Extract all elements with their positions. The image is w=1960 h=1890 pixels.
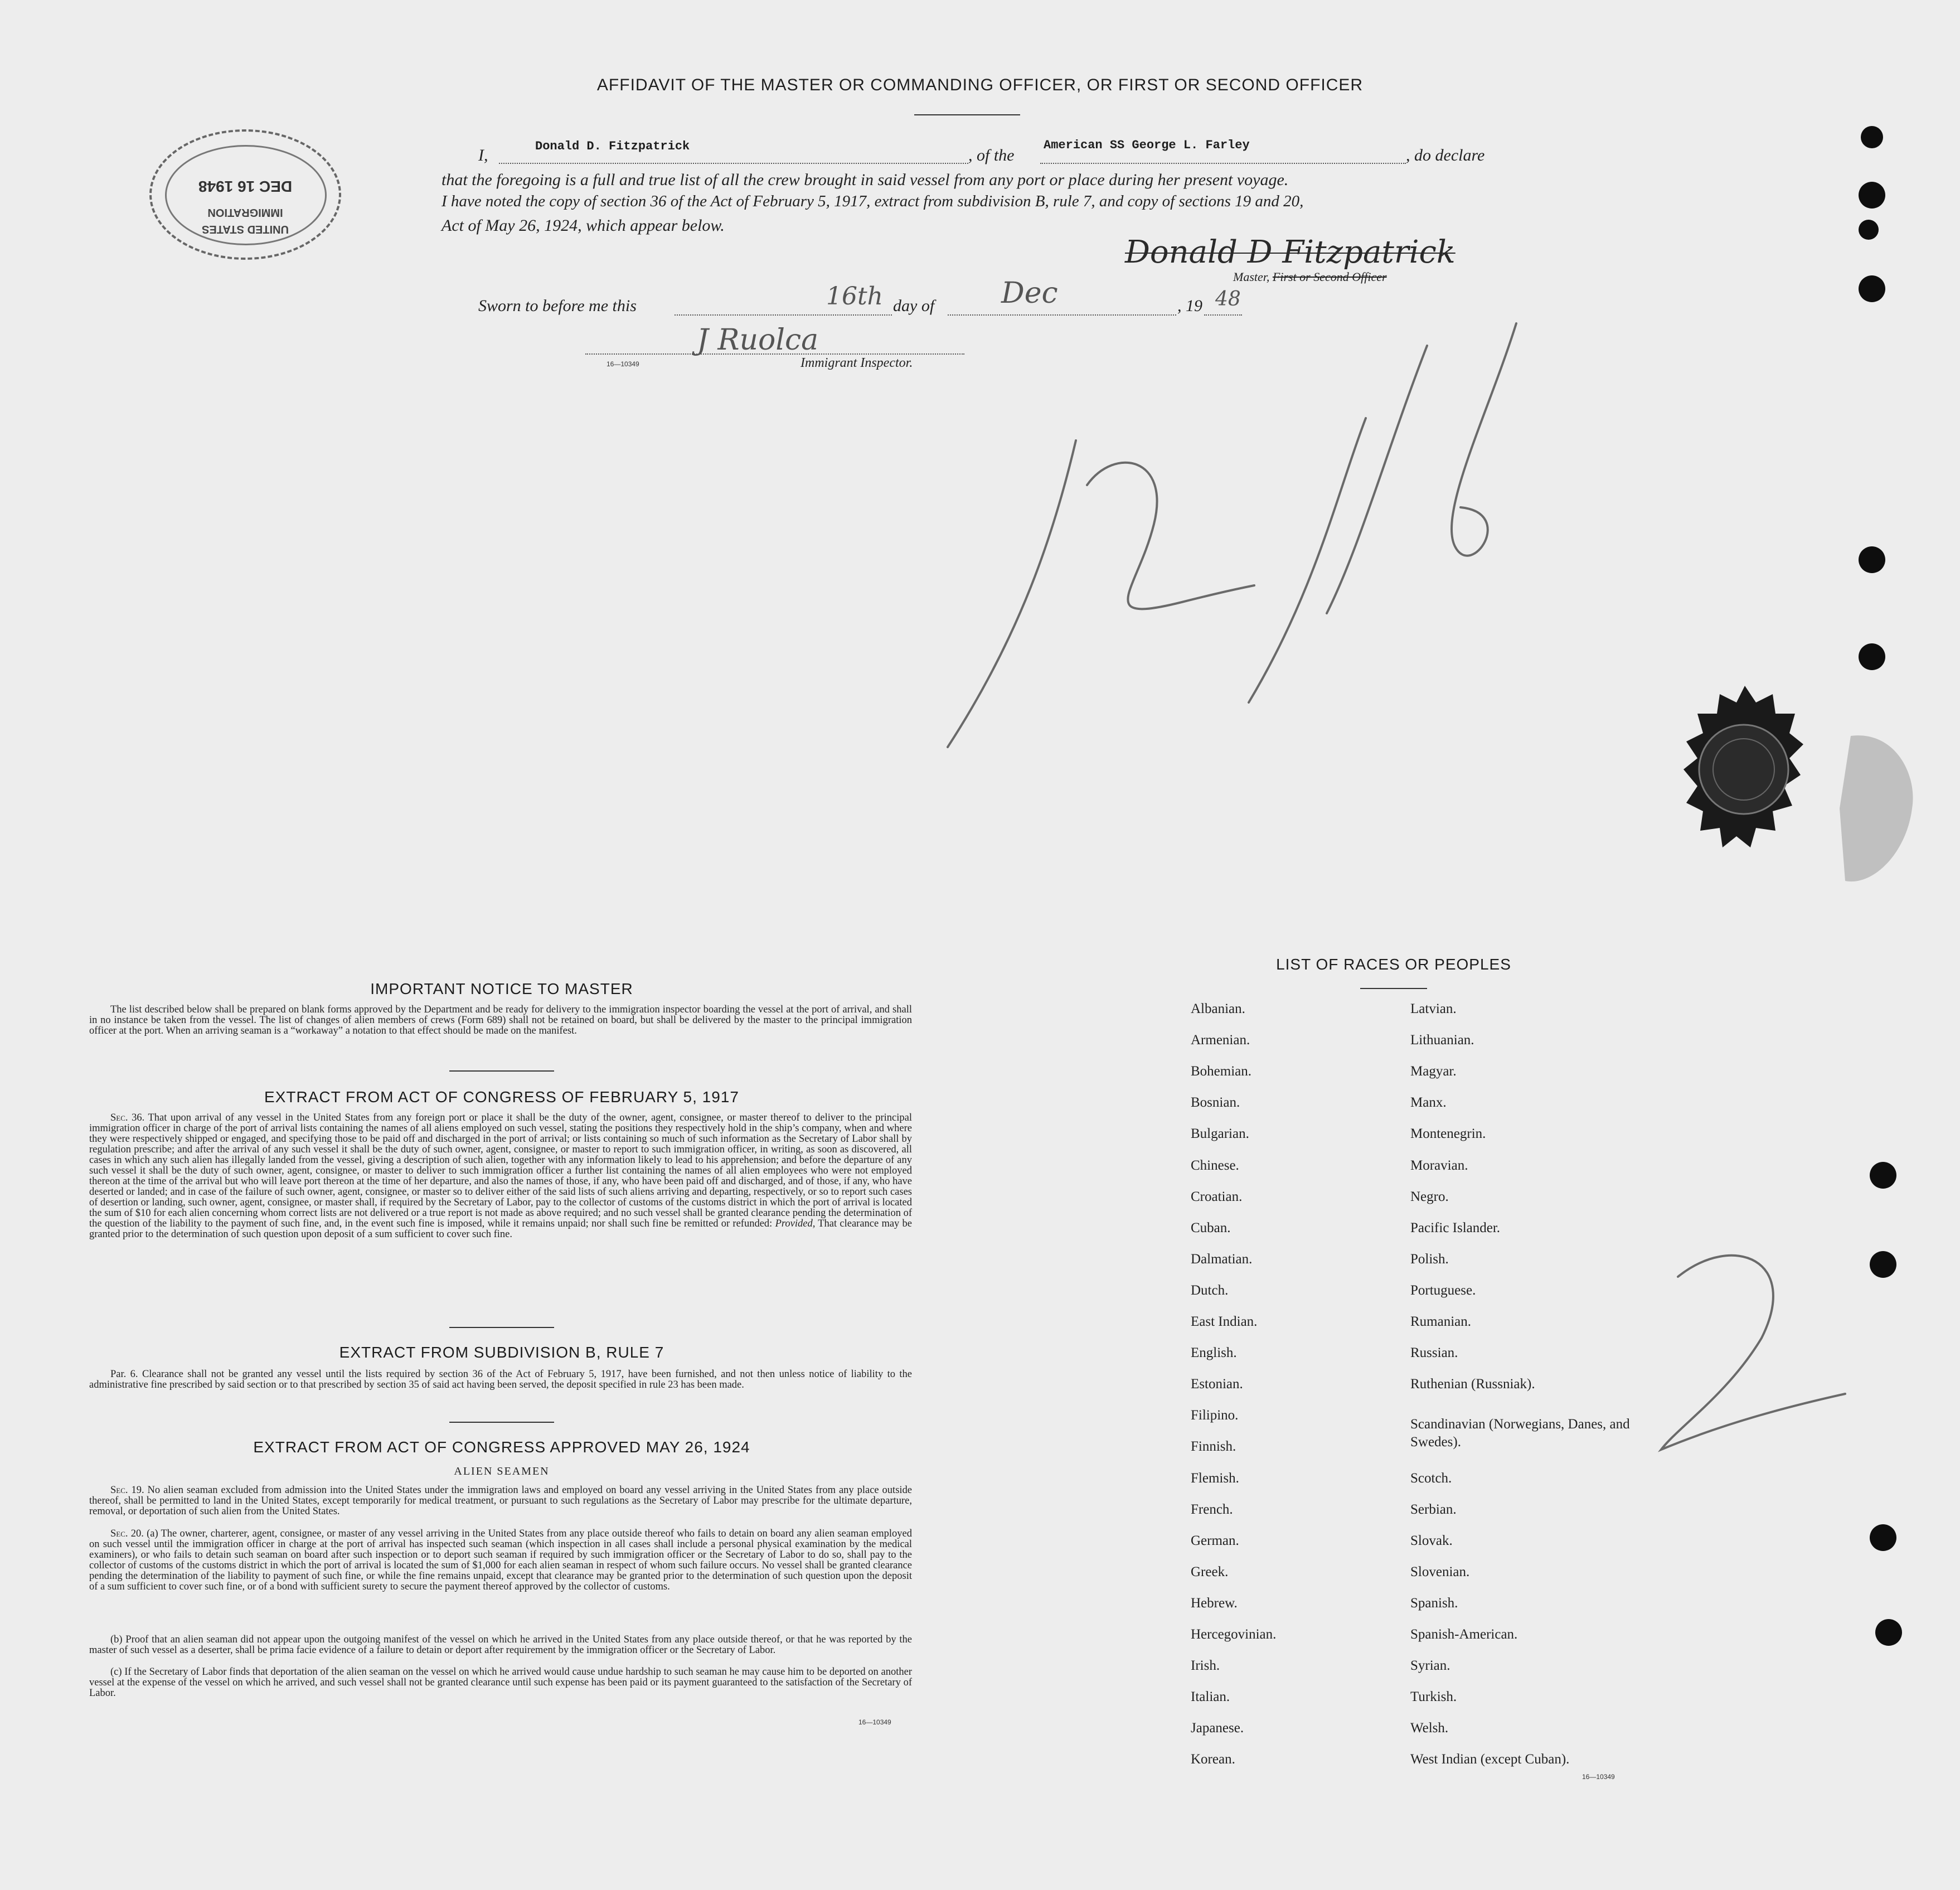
- race-item: Magyar.: [1410, 1064, 1457, 1079]
- extract-1924-heading: EXTRACT FROM ACT OF CONGRESS APPROVED MAY 26, 1924: [253, 1438, 750, 1456]
- race-item: Welsh.: [1410, 1721, 1449, 1736]
- title-rule: [914, 114, 1020, 115]
- race-item: Croatian.: [1191, 1189, 1243, 1204]
- race-item: Russian.: [1410, 1345, 1458, 1360]
- race-item: Cuban.: [1191, 1220, 1231, 1235]
- sec20b-body: (b) Proof that an alien seaman did not appear upon the outgoing manifest of the vessel on which he arrived in the United States from any place outside thereof, or that he was reported by the master of such vessel as a deserter, shall be prima facie evidence of a failure to detain or deport after requirement by the immigration officer or the Secretary of Labor.: [89, 1634, 912, 1656]
- sec20-label: Sec. 20.: [110, 1528, 144, 1539]
- race-item: Hebrew.: [1191, 1596, 1238, 1611]
- stamp-inner-ring: [165, 145, 327, 245]
- alien-seamen-subheading: ALIEN SEAMEN: [454, 1465, 550, 1477]
- race-item: Greek.: [1191, 1564, 1229, 1579]
- rule7-body: Par. 6. Clearance shall not be granted any vessel until the lists required by section 36 of the Act of February 5, 1917, have been furnished, and not then unless notice of liability to the administrative fine prescribed by said section or to that prescribed by section 35 of said act having been served, the deposit specified in rule 23 has been made.: [89, 1369, 912, 1390]
- race-item: Lithuanian.: [1410, 1033, 1474, 1048]
- margin-two-strokes: [1617, 1238, 1851, 1472]
- master-signature: Donald D Fitzpatrick: [1125, 234, 1456, 270]
- race-item: Dutch.: [1191, 1283, 1229, 1298]
- race-item: Filipino.: [1191, 1408, 1239, 1423]
- races-form-number: 16—10349: [1582, 1773, 1615, 1781]
- race-item: Chinese.: [1191, 1158, 1239, 1173]
- race-item: East Indian.: [1191, 1314, 1258, 1329]
- punch-hole: [1870, 1524, 1896, 1551]
- section-rule: [449, 1327, 554, 1328]
- stamp-date: DEC 16 1948: [198, 178, 293, 195]
- sworn-day: 16th: [826, 282, 884, 311]
- declaration-line-4: Act of May 26, 1924, which appear below.: [442, 216, 725, 235]
- proviso-label: Provided,: [775, 1218, 816, 1229]
- day-of-label: day of: [893, 297, 935, 315]
- race-item: Slovenian.: [1410, 1564, 1470, 1579]
- immigration-stamp: [149, 129, 341, 260]
- extract-rule7-text: [89, 1369, 912, 1390]
- race-item: Albanian.: [1191, 1001, 1245, 1016]
- race-item: Polish.: [1410, 1252, 1449, 1267]
- race-item: Portuguese.: [1410, 1283, 1476, 1298]
- race-item: Scandinavian (Norwegians, Danes, and Swedes).: [1410, 1417, 1630, 1450]
- notice-body: The list described below shall be prepared on blank forms approved by the Department and be ready for delivery to the immigration inspector boarding the vessel at the port of arrival, and shall in no instance be taken from the vessel. The list of changes of alien members of crews (Form 689) shall not be retained on board, but shall be delivered by the master to the principal immigration officer at the port. When an arriving seaman is a “workaway” a notation to that effect should be made on the manifest.: [89, 1004, 912, 1036]
- race-item: Pacific Islander.: [1410, 1220, 1501, 1235]
- punch-hole: [1861, 126, 1883, 148]
- race-item: Bulgarian.: [1191, 1126, 1249, 1141]
- race-item: Estonian.: [1191, 1377, 1243, 1392]
- extract-1917-heading: EXTRACT FROM ACT OF CONGRESS OF FEBRUARY 5, 1917: [264, 1088, 739, 1106]
- race-item: Armenian.: [1191, 1033, 1250, 1048]
- year-prefix: , 19: [1177, 297, 1202, 315]
- sworn-prefix: Sworn to before me this: [478, 297, 637, 315]
- race-item: Dalmatian.: [1191, 1252, 1253, 1267]
- race-item: Korean.: [1191, 1752, 1235, 1767]
- declarant-prefix: I,: [478, 146, 488, 164]
- do-declare-label: , do declare: [1406, 146, 1485, 164]
- sec20b-text: [89, 1635, 912, 1656]
- affidavit-title: AFFIDAVIT OF THE MASTER OR COMMANDING OFFICER, OR FIRST OR SECOND OFFICER: [596, 76, 1364, 94]
- race-item: Syrian.: [1410, 1658, 1450, 1673]
- race-item: Flemish.: [1191, 1471, 1239, 1486]
- race-item: Bosnian.: [1191, 1095, 1240, 1110]
- race-item: West Indian (except Cuban).: [1410, 1752, 1570, 1767]
- vessel-name: American SS George L. Farley: [1044, 138, 1250, 152]
- punch-hole: [1859, 275, 1885, 302]
- races-rule: [1360, 988, 1427, 989]
- race-item: Serbian.: [1410, 1502, 1457, 1517]
- declarant-name: Donald D. Fitzpatrick: [535, 139, 690, 153]
- notary-seal: [1684, 680, 1806, 892]
- race-item: Italian.: [1191, 1689, 1230, 1704]
- stamp-line-2: IMMIGRATION: [207, 206, 283, 219]
- race-item: Latvian.: [1410, 1001, 1457, 1016]
- declaration-line-3: I have noted the copy of section 36 of the Act of February 5, 1917, extract from subdivision B, rule 7, and copy of sections 19 and 20,: [442, 192, 1304, 210]
- race-item: Spanish-American.: [1410, 1627, 1518, 1642]
- punch-hole: [1859, 643, 1885, 670]
- race-item: Hercegovinian.: [1191, 1627, 1277, 1642]
- handwritten-number-strokes: [937, 301, 1717, 781]
- race-item: Negro.: [1410, 1189, 1449, 1204]
- sec19-label: Sec. 19.: [110, 1485, 144, 1496]
- of-the-label: , of the: [968, 146, 1015, 164]
- race-item: Japanese.: [1191, 1721, 1244, 1736]
- race-item: English.: [1191, 1345, 1237, 1360]
- year-suffix: 48: [1215, 288, 1241, 311]
- signer-title: [1233, 270, 1387, 284]
- race-item: Scotch.: [1410, 1471, 1452, 1486]
- race-item: Turkish.: [1410, 1689, 1457, 1704]
- proviso-body: That clearance may be granted prior to the determination of such question upon deposit of a sum sufficient to cover such fine.: [89, 1218, 913, 1240]
- race-item: Rumanian.: [1410, 1314, 1472, 1329]
- punch-hole: [1859, 546, 1885, 573]
- race-item: Moravian.: [1410, 1158, 1468, 1173]
- sec20c-text: [89, 1667, 912, 1699]
- inspector-line: [585, 340, 964, 355]
- punch-hole: [1870, 1162, 1896, 1189]
- affidavit-form-number: 16—10349: [607, 360, 639, 368]
- declaration-line-2: that the foregoing is a full and true list of all the crew brought in said vessel from any port or place during her present voyage.: [442, 171, 1289, 189]
- section-rule: [449, 1070, 554, 1072]
- punch-hole: [1859, 182, 1885, 209]
- sec19-text: [89, 1485, 912, 1517]
- race-item: Montenegrin.: [1410, 1126, 1486, 1141]
- punch-hole: [1859, 220, 1879, 240]
- notice-heading: IMPORTANT NOTICE TO MASTER: [370, 980, 633, 997]
- punch-hole: [1875, 1619, 1902, 1646]
- race-item: Bohemian.: [1191, 1064, 1252, 1079]
- race-item: German.: [1191, 1533, 1239, 1548]
- sec36-body: That upon arrival of any vessel in the United States from any foreign port or place it shall be the duty of the owner, agent, consignee, or master thereof to deliver to the principal immigration officer in charge of the port of arrival lists containing the names of all aliens employed on such vessel, stating the positions they respectively hold in the ship’s company, when and where they were respectively shipped or engaged, and specifying those to be paid off and discharged in the port of arrival; or lists containing so much of such information as the Secretary of Labor shall by regulation prescribe; and after the arrival of any such vessel it shall be the duty of such owner, agent, consignee, or master to report to such immigration officer, in writing, as soon as discovered, all cases in which any such alien has illegally landed from the vessel, giving a description of such alien, together with any information likely to lead to his apprehension; and before the departure of any such vessel it shall be the duty of such owner, agent, consignee, or master to deliver to such immigration officer a further list containing the names of all alien employees who were not employed thereon at the time of the arrival but who will leave port thereon at the time of her departure, and also the names of those, if any, who have been paid off and discharged, and of those, if any, who have deserted or landed; and in case of the failure of such owner, agent, consignee, or master so to deliver either of the said lists of such aliens arriving and departing, respectively, or so to report such cases of desertion or landing, such owner, agent, consignee, or master shall, if required by the Secretary of Labor, pay to the collector of customs of the customs district in which the port of arrival is located the sum of $10 for each alien concerning whom correct lists are not delivered or a true report is not made as above required; and no such vessel shall be granted clearance pending the determination of the question of the liability to the payment of such fine, and, in the event such fine is imposed, while it remains unpaid; nor shall such fine be remitted or refunded:: [89, 1112, 913, 1229]
- race-item: Finnish.: [1191, 1439, 1236, 1454]
- signer-title-master: Master,: [1233, 270, 1270, 284]
- extract-form-number: 16—10349: [858, 1718, 891, 1726]
- race-item: Ruthenian (Russniak).: [1410, 1377, 1535, 1392]
- extract-rule7-heading: EXTRACT FROM SUBDIVISION B, RULE 7: [339, 1344, 664, 1361]
- inspector-title: Immigrant Inspector.: [801, 356, 913, 370]
- sworn-month: Dec: [1001, 277, 1058, 310]
- sec20a-text: [89, 1529, 912, 1592]
- sec36-label: Sec. 36.: [110, 1112, 145, 1123]
- race-item: French.: [1191, 1502, 1233, 1517]
- margin-mark: [1661, 1293, 1662, 1294]
- races-heading: LIST OF RACES OR PEOPLES: [1276, 956, 1511, 973]
- punch-hole: [1870, 1251, 1896, 1278]
- race-item: Manx.: [1410, 1095, 1447, 1110]
- sec20c-body: (c) If the Secretary of Labor finds that deportation of the alien seaman on the vessel on which he arrived would cause undue hardship to such seaman he may cause him to be deported on another vessel at the expense of the vessel on which he arrived, and such vessel shall not be granted clearance until such expense has been paid or its payment guaranteed to the satisfaction of the Secretary of Labor.: [89, 1666, 912, 1699]
- race-item: Spanish.: [1410, 1596, 1458, 1611]
- sec19-body: No alien seaman excluded from admission into the United States under the immigration laws and employed on board any vessel arriving in the United States from any place outside thereof, shall be permitted to land in the United States, except temporarily for medical treatment, or pursuant to such regulations as the Secretary of Labor may prescribe for the ultimate departure, removal, or deportation of such alien from the United States.: [89, 1485, 912, 1517]
- notary-seal-impression: [1834, 725, 1918, 892]
- extract-1917-text: [89, 1113, 912, 1240]
- stamp-line-1: UNITED STATES: [202, 223, 289, 235]
- inspector-signature: J Ruolca: [697, 323, 819, 357]
- sec20a-body: (a) The owner, charterer, agent, consignee, or master of any vessel arriving in the United States from any place outside thereof who fails to detain on board any alien seaman employed on such vessel until the immigration officer in charge at the port of arrival has inspected such seaman (which inspection in all cases shall include a personal physical examination by the medical examiners), or who fails to detain such seaman on board after such inspection or to deport such seaman if required by such immigration officer or the Secretary of Labor to do so, shall pay to the collector of customs of the customs district in which the port of arrival is located the sum of $1,000 for each alien seaman in respect of whom such failure occurs. No vessel shall be granted clearance pending the determination of the liability to payment of such fine, or while the fine remains unpaid, except that clearance may be granted prior to the determination of such question upon the deposit of a sum sufficient to cover such fine, or of a bond with sufficient surety to secure the payment thereof approved by the collector of customs.: [89, 1528, 913, 1592]
- race-item: Irish.: [1191, 1658, 1220, 1673]
- notice-text: [89, 1005, 912, 1036]
- signer-title-struck: First or Second Officer: [1272, 270, 1387, 284]
- section-rule: [449, 1422, 554, 1423]
- race-item: Slovak.: [1410, 1533, 1453, 1548]
